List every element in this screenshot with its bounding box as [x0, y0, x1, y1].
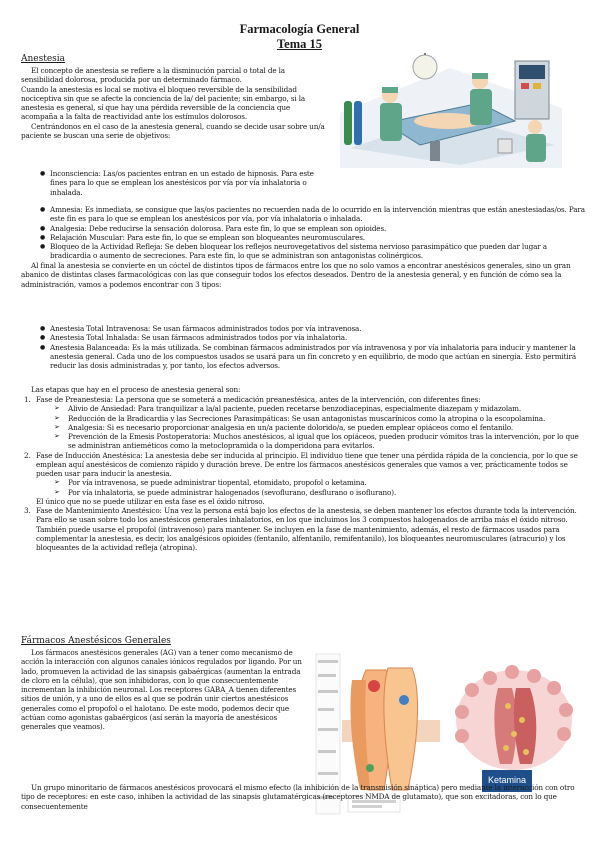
section-heading-anestesia: Anestesia — [21, 54, 66, 64]
fase-item — [24, 451, 586, 507]
fase-subitem: ➢ Reducción de la Bradicardia y las Secreciones Parasimpáticas: Se usan antagonistas muscarínicos como la atropina o la escopolamina. — [54, 414, 586, 423]
tipos-list — [38, 324, 586, 370]
fase-subitem: ➢ Por vía intravenosa, se puede administrar tiopental, etomidato, propofol o ketamina. — [54, 478, 586, 487]
document-subtitle: Tema 15 — [276, 37, 323, 51]
tipo-item: ● Anestesia Balanceada: Es la más utilizada. Se combinan fármacos administrados por vía intravenosa y por vía inhalatoria para inducir y mantener la anestesia general. Cada uno de los compuestos usados se usará para un fin concreto y en equilibrio, de modo que actúan en sinergia. Esto permitirá reducir las dosis administradas y, por tanto, los efectos adversos. — [38, 343, 586, 371]
intro-paragraph-2: Cuando la anestesia es local se motiva el bloqueo reversible de la sensibilidad nociceptiva sin que se afecte la conciencia de la/ del paciente; sin embargo, si la anestesia es general, sí que hay una pérdida reversible de la conciencia que acompaña a la falta de reactividad ante los estímulos dolorosos. — [21, 84, 306, 122]
fase-subitem: ➢ Por vía inhalatoria, se puede administrar halogenados (sevoflurano, desflurano o isoflurano). — [54, 488, 586, 497]
fase-subitem: ➢ Analgesia: Si es necesario proporcionar analgesia en un/a paciente dolorido/a, se pueden emplear opiáceos como el fentanilo. — [54, 423, 586, 432]
ketamina-label: Ketamina — [487, 775, 527, 785]
intro-paragraph-3: Centrándonos en el caso de la anestesia general, cuando se decide usar sobre un/a paciente se buscan una serie de objetivos: — [21, 121, 325, 140]
fase-text: Fase de Preanestesia: La persona que se someterá a medicación preanestésica, antes de la intervención, con diferentes fines: — [36, 395, 481, 404]
section-heading-farmacos: Fármacos Anestésicos Generales — [21, 636, 171, 646]
farmacos-paragraph-1: Los fármacos anestésicos generales (AG) van a tener como mecanismo de acción la interacción con algunos canales iónicos regulados por ligando. Por un lado, promueven la actividad de las sinapsis gabaérgicas (aumentan la entrada de cloro en la célula), que son inhibidoras, con lo que consecuentemente incrementan la inhibición neuronal. Los receptores GABA_A tienen diferentes sitios de unión, y a uno de ellos es al que se podrán unir ciertos anestésicos generales como el propofol o el halotano. De este modo, podemos decir que actúan como agonistas gabaérgicos (así serán la mayoría de anestésicos generales que veamos). — [21, 648, 302, 731]
objectives-list-top — [38, 169, 326, 197]
fase-item — [24, 395, 586, 451]
fase-subitem: ➢ Alivio de Ansiedad: Para tranquilizar a la/al paciente, pueden recetarse benzodiacepinas, especialmente diazepam y midazolam. — [54, 404, 586, 413]
fase-number: 1. — [24, 395, 31, 404]
farmacos-paragraph-2: Un grupo minoritario de fármacos anestésicos provocará el mismo efecto (la inhibición de la transmisión sináptica) pero mediante la interacción con otro tipo de receptores: en este caso, inhiben la actividad de las sinapsis glutamatérgicas (receptores NMDA de glutamato), que son excitadoras, con lo que consecuentemente — [21, 783, 575, 811]
objective-item: ● Analgesia: Debe reducirse la sensación dolorosa. Para este fin, lo que se emplean son opioides. — [38, 224, 586, 233]
intro-paragraph-1: El concepto de anestesia se refiere a la disminución parcial o total de la sensibilidad dolorosa, producida por un determinado fármaco. — [21, 66, 285, 85]
fase-note: El único que no se puede utilizar en esta fase es el óxido nitroso. — [36, 496, 265, 506]
fase-text: Fase de Mantenimiento Anestésico: Una vez la persona está bajo los efectos de la anestesia, se deben mantener los efectos durante toda la intervención. Para ello se usan sobre todo los anestésicos generales inhalatorios, en los que incluimos los 3 compuestos halogenados de arriba más el óxido nitroso. También puede usarse el propofol (intravenoso) para mantener. Se incluyen en la fase de mantenimiento, además, el resto de fármacos usados para complementar la anestesia, es decir, los analgésicos opioides (fentanilo, alfentanilo, remifentanilo), los bloqueantes neuromusculares (atracurio) y los bloqueantes de la actividad refleja (atropina). — [36, 506, 577, 552]
objective-item: ● Relajación Muscular: Para este fin, lo que se emplean son bloqueantes neuromusculares. — [38, 233, 586, 242]
document-header — [0, 22, 599, 52]
objective-item: ● Inconsciencia: Las/os pacientes entran en un estado de hipnosis. Para este fines para lo que se emplean los anestésicos por vía por vía inhalatoria o inhalada. — [38, 169, 326, 197]
surgery-illustration — [330, 53, 572, 168]
fase-number: 3. — [24, 506, 31, 515]
fase-text: Fase de Inducción Anestésica: La anestesia debe ser inducida al principio. El individuo tiene que tener una pérdida rápida de la conciencia, por lo que se emplean aquí anestésicos de comienzo rápido y duración breve. De entre los fármacos anestésicos generales que vamos a ver, prácticamente todos se pueden usar para inducir la anestesia. — [36, 450, 578, 478]
fase-item — [24, 506, 586, 552]
fase-number: 2. — [24, 450, 31, 460]
etapas-intro: Las etapas que hay en el proceso de anestesia general son: — [31, 385, 241, 394]
objective-item: ● Amnesia: Es inmediata, se consigue que las/os pacientes no recuerden nada de lo ocurrido en la intervención mientras que están anestesiadas/os. Para este fin es para lo que se emplean los anestésicos por vía, por vía inhalatoria o inhalada. — [38, 205, 586, 224]
intro-block — [21, 66, 325, 140]
objectives-list — [38, 205, 586, 261]
tipo-item: ● Anestesia Total Intravenosa: Se usan fármacos administrados todos por vía intravenosa. — [38, 324, 586, 333]
tipo-item: ● Anestesia Total Inhalada: Se usan fármacos administrados todos por vía inhalatoria. — [38, 333, 586, 342]
coctel-paragraph: Al final la anestesia se convierte en un cóctel de distintos tipos de fármacos entre los que no solo vamos a encontrar anestésicos generales, sino un gran abanico de distintas clases farmacológicas con las que conseguir todos los efectos deseados. Dentro de la anestesia general, y en función de cómo sea la administración, vamos a podemos encontrar con 3 tipos: — [21, 261, 571, 289]
fases-list — [24, 395, 586, 552]
objective-item: ● Bloqueo de la Actividad Refleja: Se deben bloquear los reflejos neurovegetativos del sistema nervioso parasimpático que pueden dar lugar a bradicardia o aumento de secreciones. Para este fin, lo que se administran son antagonistas colinérgicos. — [38, 242, 586, 261]
document-title: Farmacología General — [239, 22, 360, 36]
fase-subitem: ➢ Prevención de la Emesis Postoperatoria: Muchos anestésicos, al igual que los opiáceos, pueden producir vómitos tras la intervención, por lo que se administran antieméticos como la metoclopramida o la domperidona para evitarlos. — [54, 432, 586, 451]
